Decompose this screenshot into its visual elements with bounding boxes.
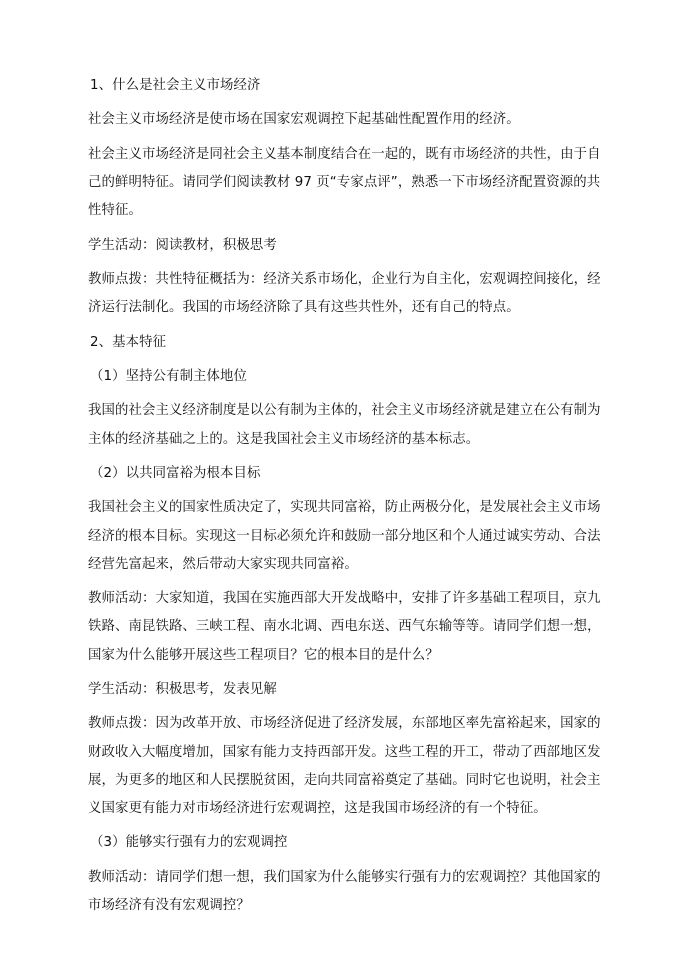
paragraph-characteristics-intro: 社会主义市场经济是同社会主义基本制度结合在一起的，既有市场经济的共性，由于自己的鲜明特征。请同学们阅读教材 97 页“专家点评”，熟悉一下市场经济配置资源的共性特征。 — [88, 146, 601, 219]
student-activity-2: 学生活动：积极思考，发表见解 — [88, 681, 277, 697]
teacher-guidance-2: 教师点拨：因为改革开放、市场经济促进了经济发展，东部地区率先富裕起来，国家的财政收入大幅度增加，国家有能力支持西部开发。这些工程的开工，带动了西部地区发展，为更多的地区和人民摆脱贫困，走向共同富裕奠定了基础。同时它也说明，社会主义国家更有能力对市场经济进行宏观调控，这是我国市场经济的有一个特征。 — [88, 716, 601, 816]
paragraph-common-prosperity: 我国社会主义的国家性质决定了，实现共同富裕，防止两极分化，是发展社会主义市场经济的根本目标。实现这一目标必须允许和鼓励一部分地区和个人通过诚实劳动、合法经营先富起来，然后带动大家实现共同富裕。 — [88, 500, 601, 572]
section-heading-2: 2、基本特征 — [90, 334, 167, 350]
student-activity-1: 学生活动：阅读教材，积极思考 — [88, 237, 277, 253]
section-heading-1: 1、什么是社会主义市场经济 — [90, 78, 261, 93]
subheading-macro-control: （3）能够实行强有力的宏观调控 — [90, 835, 288, 851]
paragraph-definition: 社会主义市场经济是使市场在国家宏观调控下起基础性配置作用的经济。 — [88, 112, 520, 128]
teacher-activity-1: 教师活动：大家知道，我国在实施西部大开发战略中，安排了许多基础工程项目，京九铁路、南昆铁路、三峡工程、南水北调、西电东送、西气东输等等。请同学们想一想，国家为什么能够开展这些工程项目？它的根本目的是什么？ — [88, 591, 601, 663]
subheading-common-prosperity: （2）以共同富裕为根本目标 — [90, 465, 261, 481]
teacher-guidance-1: 教师点拨：共性特征概括为：经济关系市场化，企业行为自主化，宏观调控间接化，经济运行法制化。我国的市场经济除了具有这些共性外，还有自己的特点。 — [88, 271, 601, 316]
teacher-activity-2: 教师活动：请同学们想一想，我们国家为什么能够实行强有力的宏观调控？其他国家的市场经济有没有宏观调控？ — [88, 869, 601, 913]
paragraph-public-ownership: 我国的社会主义经济制度是以公有制为主体的，社会主义市场经济就是建立在公有制为主体的经济基础之上的。这是我国社会主义市场经济的基本标志。 — [88, 403, 601, 447]
subheading-public-ownership: （1）坚持公有制主体地位 — [90, 368, 248, 384]
document-body — [88, 72, 602, 926]
